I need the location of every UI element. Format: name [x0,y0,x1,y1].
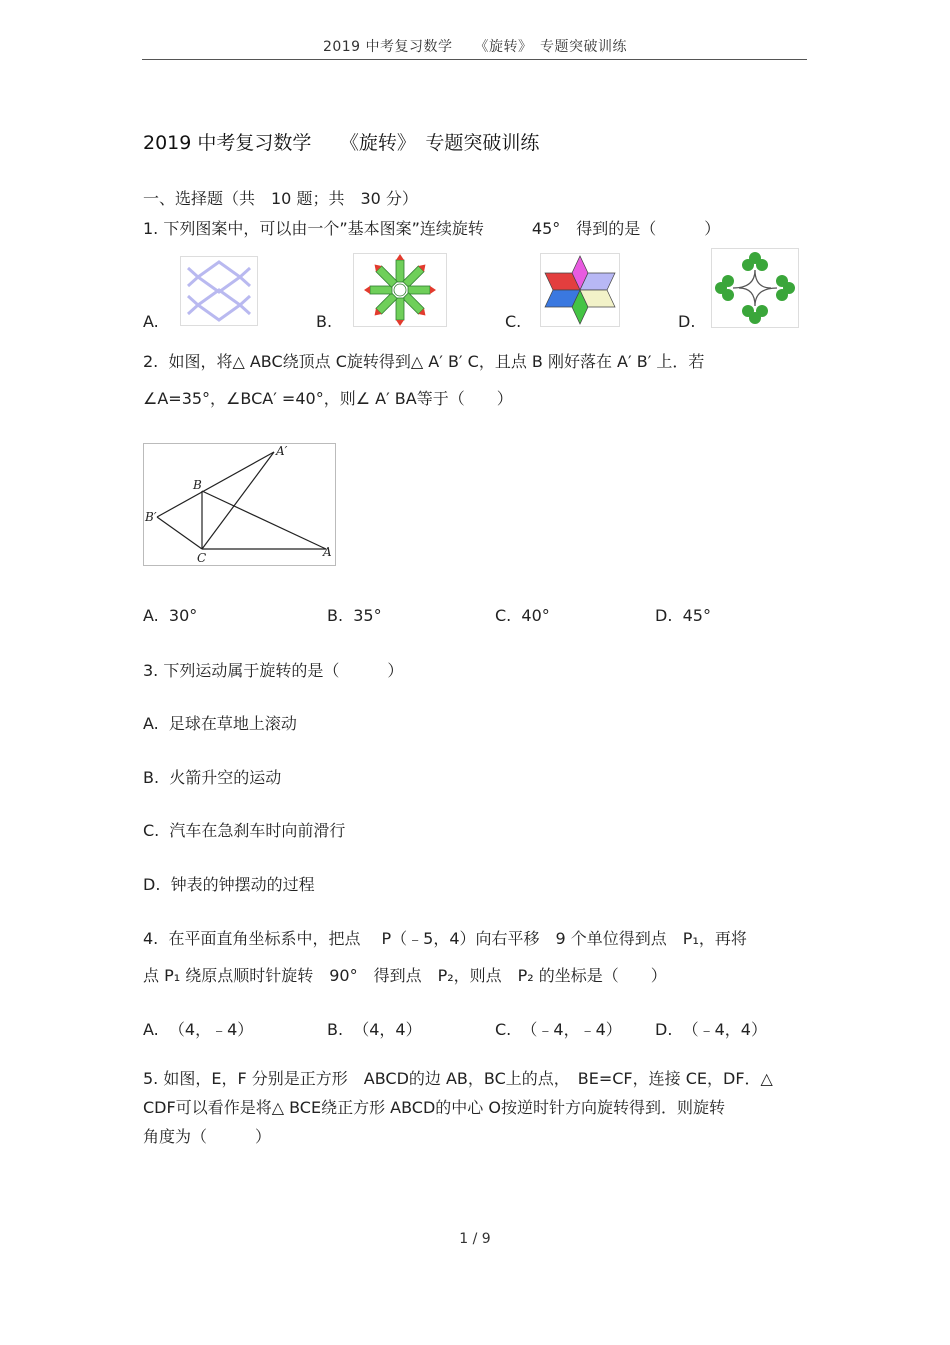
q3-option-b: B. 火箭升空的运动 [143,768,282,787]
q1-option-b-label: B. [316,312,333,331]
section-heading: 一、选择题（共 10 题；共 30 分） [143,189,418,208]
q1-figure-a [180,256,258,326]
q4-option-c: C. （﹣4，﹣4） [495,1020,622,1039]
q1-figure-d [711,248,799,328]
q3-option-c: C. 汽车在急刹车时向前滑行 [143,821,346,840]
page-header: 2019 中考复习数学 《旋转》 专题突破训练 [322,39,628,55]
q5-stem-line3: 角度为（ ） [143,1127,272,1146]
q4-stem-line1: 4. 在平面直角坐标系中，把点 P（﹣5，4）向右平移 9 个单位得到点 P₁，再将 [143,929,747,948]
q2-option-b: B. 35° [327,606,382,625]
q2-label-b: B [193,478,202,492]
q2-stem-line2: ∠A=35°，∠BCA′ =40°，则∠ A′ BA等于（ ） [143,389,513,408]
q1-figure-b [353,253,447,327]
q1-stem: 1. 下列图案中，可以由一个”基本图案”连续旋转 45° 得到的是（ ） [143,219,721,238]
q2-figure [143,443,336,566]
q1-figure-c [540,253,620,327]
q2-option-c: C. 40° [495,606,550,625]
q4-stem-line2: 点 P₁ 绕原点顺时针旋转 90° 得到点 P₂，则点 P₂ 的坐标是（ ） [143,966,667,985]
q2-label-b-prime: B′ [145,510,157,524]
q4-option-d: D. （﹣4，4） [655,1020,767,1039]
q2-label-a-prime: A′ [276,444,288,458]
q3-option-a: A. 足球在草地上滚动 [143,714,297,733]
q3-stem: 3. 下列运动属于旋转的是（ ） [143,661,404,680]
q1-option-d-label: D. [678,312,696,331]
q2-stem-line1: 2. 如图，将△ ABC绕顶点 C旋转得到△ A′ B′ C，且点 B 刚好落在 A′ B′ 上．若 [143,352,705,371]
q1-option-a-label: A. [143,312,159,331]
q5-stem-line2: CDF可以看作是将△ BCE绕正方形 ABCD的中心 O按逆时针方向旋转得到．则旋转 [143,1098,725,1117]
q2-label-a: A [323,545,332,559]
document-title: 2019 中考复习数学 《旋转》 专题突破训练 [143,132,540,154]
q5-stem-line1: 5. 如图，E，F 分别是正方形 ABCD的边 AB，BC上的点， BE=CF，连接 CE，DF．△ [143,1069,773,1088]
q2-option-d: D. 45° [655,606,711,625]
q4-option-a: A. （4，﹣4） [143,1020,254,1039]
q2-option-a: A. 30° [143,606,198,625]
q4-option-b: B. （4，4） [327,1020,422,1039]
page-number: 1 / 9 [459,1231,491,1247]
q2-label-c: C [197,551,207,565]
header-rule [142,59,807,60]
q3-option-d: D. 钟表的钟摆动的过程 [143,875,315,894]
q1-option-c-label: C. [505,312,522,331]
